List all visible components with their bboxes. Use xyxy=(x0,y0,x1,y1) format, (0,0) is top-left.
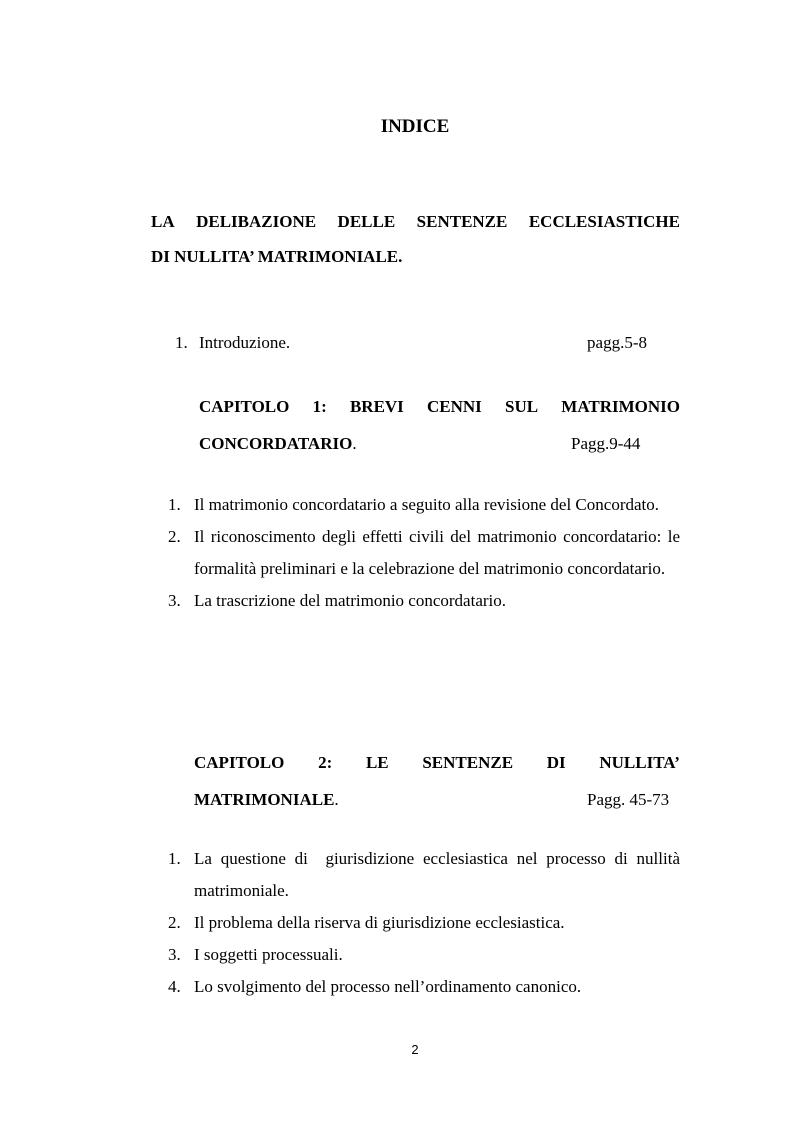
list-item xyxy=(168,971,680,1003)
chapter-heading-word: 1: xyxy=(312,397,327,416)
list-item xyxy=(168,585,680,617)
list-item-number: 3. xyxy=(168,945,181,964)
chapter-1-pages: Pagg.9-44 xyxy=(571,434,641,453)
list-item-text: La trascrizione del matrimonio concordatario. xyxy=(194,591,507,610)
list-item-text: Il riconoscimento degli effetti civili del matrimonio concordatario: le formalità preliminari e la celebrazione del matrimonio concordatario. xyxy=(194,527,680,578)
toc-entry-number: 1. xyxy=(175,333,188,352)
chapter-heading-word: CAPITOLO xyxy=(199,397,290,416)
page-number: 2 xyxy=(411,1042,419,1057)
chapter-heading-word: CAPITOLO xyxy=(194,753,285,772)
chapter-2-heading-line1 xyxy=(194,753,680,773)
chapter-1-heading xyxy=(199,397,680,454)
list-item xyxy=(168,907,680,939)
list-item-text: La questione di giurisdizione ecclesiastica nel processo di nullità matrimoniale. xyxy=(194,849,685,900)
list-item xyxy=(168,521,680,585)
chapter-heading-word: MATRIMONIO xyxy=(561,397,680,416)
thesis-title xyxy=(151,204,680,274)
list-item-number: 1. xyxy=(168,849,181,868)
list-item-text: Il problema della riserva di giurisdizione ecclesiastica. xyxy=(194,913,565,932)
chapter-heading-word: SENTENZE xyxy=(422,753,514,772)
list-item-text: Il matrimonio concordatario a seguito alla revisione del Concordato. xyxy=(194,495,659,514)
list-item-number: 1. xyxy=(168,495,181,514)
chapter-2-list xyxy=(168,843,685,1003)
chapter-heading-word: LE xyxy=(365,753,389,772)
chapter-heading-word: CENNI xyxy=(427,397,482,416)
toc-entry-text: Introduzione. xyxy=(199,333,291,352)
chapter-heading-word: DI xyxy=(546,753,566,772)
list-item xyxy=(168,489,680,521)
chapter-2-pages: Pagg. 45-73 xyxy=(587,790,670,809)
chapter-heading-word: NULLITA’ xyxy=(599,753,680,772)
list-item-number: 2. xyxy=(168,913,181,932)
thesis-title-word: DELIBAZIONE xyxy=(196,212,317,231)
chapter-2-heading xyxy=(194,753,680,810)
thesis-title-word: SENTENZE xyxy=(416,212,508,231)
thesis-title-line1 xyxy=(151,204,680,239)
list-item-number: 2. xyxy=(168,527,181,546)
list-item-number: 3. xyxy=(168,591,181,610)
chapter-2-heading-line2 xyxy=(194,790,680,810)
thesis-title-word: ECCLESIASTICHE xyxy=(528,212,680,231)
chapter-1-list xyxy=(168,489,680,617)
toc-entry-pages: pagg.5-8 xyxy=(587,333,647,352)
thesis-title-word: LA xyxy=(151,212,175,231)
list-item-number: 4. xyxy=(168,977,181,996)
chapter-heading-word: 2: xyxy=(318,753,333,772)
chapter-1-name: CONCORDATARIO xyxy=(199,434,353,453)
chapter-heading-word: SUL xyxy=(505,397,539,416)
index-title: INDICE xyxy=(380,116,450,137)
thesis-title-line2: DI NULLITA’ MATRIMONIALE. xyxy=(151,247,403,266)
chapter-heading-word: BREVI xyxy=(349,397,404,416)
list-item-text: Lo svolgimento del processo nell’ordinamento canonico. xyxy=(194,977,582,996)
chapter-1-heading-line1 xyxy=(199,397,680,417)
chapter-1-heading-line2 xyxy=(199,434,680,454)
list-item-text: I soggetti processuali. xyxy=(194,945,343,964)
chapter-1-punct: . xyxy=(352,434,357,453)
list-item xyxy=(168,843,685,907)
chapter-2-punct: . xyxy=(334,790,339,809)
list-item xyxy=(168,939,680,971)
thesis-title-word: DELLE xyxy=(337,212,396,231)
chapter-2-name: MATRIMONIALE xyxy=(194,790,335,809)
